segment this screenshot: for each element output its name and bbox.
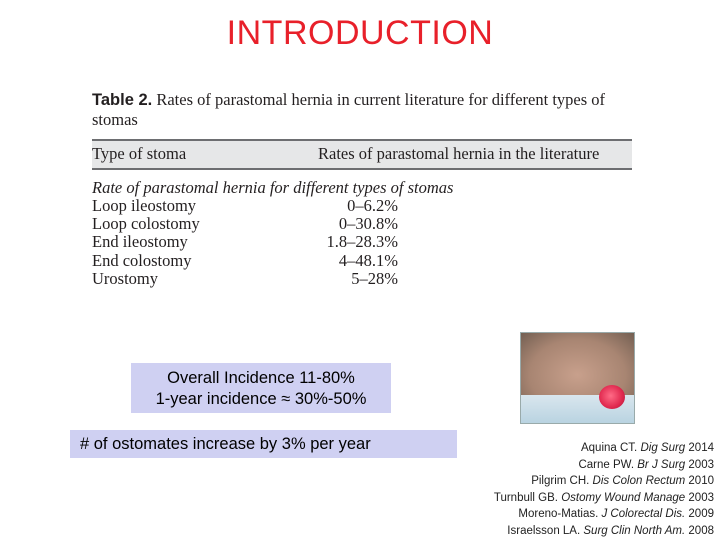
reference-item (384, 490, 714, 507)
reference-journal: Ostomy Wound Manage (561, 491, 686, 504)
reference-year: 2014 (688, 442, 714, 454)
table-cell-stoma: Loop colostomy (92, 214, 200, 234)
reference-journal: Br J Surg (637, 458, 686, 471)
table-cell-stoma: Urostomy (92, 268, 158, 288)
table-cell-rate: 5–28% (351, 268, 398, 288)
table-row (92, 215, 632, 233)
one-year-incidence-text: 1-year incidence ≈ 30%-50% (155, 390, 367, 408)
table-cell-rate: 0–6.2% (347, 196, 398, 215)
reference-year: 2003 (688, 458, 714, 471)
overall-incidence-text: Overall Incidence 11-80% (167, 369, 355, 387)
references-list (384, 440, 714, 540)
slide-title: INTRODUCTION (226, 14, 494, 52)
table-row (92, 197, 632, 215)
table-section-label: Rate of parastomal hernia for different types of stomas (92, 178, 454, 197)
incidence-box (131, 363, 391, 413)
reference-author: Aquina CT. (580, 442, 638, 454)
table-row (92, 252, 632, 270)
reference-item (384, 506, 714, 523)
table-cell-stoma: End ileostomy (92, 232, 188, 252)
table-caption (92, 90, 632, 129)
reference-year: 2010 (688, 475, 714, 488)
hernia-rates-table (92, 90, 632, 288)
reference-author: Israelsson LA. (507, 524, 581, 537)
reference-item (384, 473, 714, 490)
reference-journal: Surg Clin North Am. (583, 524, 686, 537)
table-cell-stoma: Loop ileostomy (92, 196, 197, 215)
stoma (599, 385, 625, 409)
table-caption-text: Rates of parastomal hernia in current literature for different types of stomas (92, 90, 606, 129)
reference-year: 2008 (688, 524, 714, 537)
table-cell-rate: 4–48.1% (338, 250, 398, 270)
reference-journal: Dis Colon Rectum (592, 475, 686, 488)
table-body (92, 170, 632, 288)
reference-item (384, 457, 714, 474)
reference-year: 2003 (688, 491, 714, 504)
table-row (92, 233, 632, 251)
reference-author: Pilgrim CH. (531, 475, 590, 488)
table-caption-label: Table 2. (92, 91, 153, 109)
table-cell-rate: 0–30.8% (338, 214, 398, 234)
reference-author: Carne PW. (578, 458, 635, 471)
table-row (92, 270, 632, 288)
table-cell-stoma: End colostomy (92, 250, 192, 270)
parastomal-hernia-photo (520, 332, 635, 424)
reference-author: Moreno-Matias. (518, 508, 599, 521)
reference-year: 2009 (688, 508, 714, 521)
reference-item (384, 523, 714, 540)
reference-item (384, 440, 714, 457)
table-cell-rate: 1.8–28.3% (326, 232, 398, 252)
ostomates-text: # of ostomates increase by 3% per year (80, 435, 371, 453)
table-header-rates: Rates of parastomal hernia in the literature (318, 144, 600, 163)
table-header-row (92, 141, 632, 168)
reference-journal: J Colorectal Dis. (601, 508, 686, 521)
reference-author: Turnbull GB. (493, 491, 558, 504)
table-header-type: Type of stoma (92, 144, 187, 163)
reference-journal: Dig Surg (640, 442, 686, 454)
